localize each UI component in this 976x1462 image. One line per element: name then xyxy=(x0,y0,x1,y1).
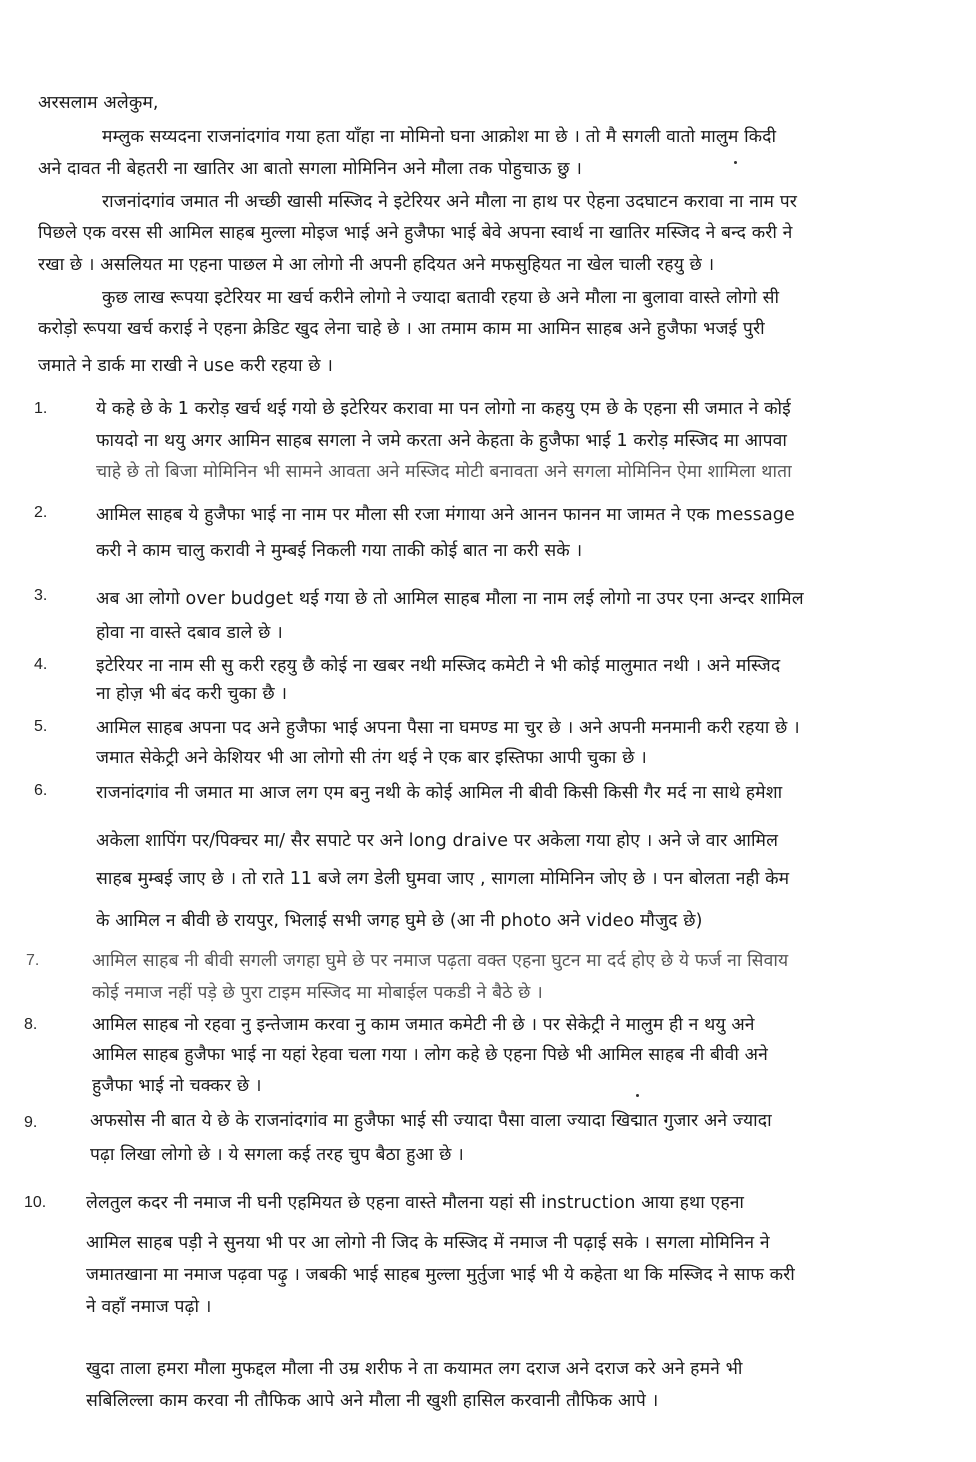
item-1-line-1: ये कहे छे के 1 करोड़ खर्च थई गयो छे इटेरियर करावा मा पन लोगो ना कहयु एम छे के एहना सी जमात ने कोई xyxy=(96,399,791,419)
item-6-number: 6. xyxy=(34,782,48,799)
item-3-line-2: होवा ना वास्ते दबाव डाले छे । xyxy=(96,623,283,643)
paragraph-1-line-1: मम्लुक सय्यदना राजनांदगांव गया हता याँहा ना मोमिनो घना आक्रोश मा छे । तो मै सगली वातो मालुम किदी xyxy=(102,127,777,147)
scan-speck xyxy=(734,161,737,164)
closing-line-2: सबिलिल्ला काम करवा नी तौफिक आपे अने मौला नी खुशी हासिल करवानी तौफिक आपे । xyxy=(86,1391,659,1411)
scan-speck xyxy=(636,1094,639,1097)
item-2-line-2: करी ने काम चालु करावी ने मुम्बई निकली गया ताकी कोई बात ना करी सके । xyxy=(96,541,583,561)
item-1-line-3: चाहे छे तो बिजा मोमिनिन भी सामने आवता अने मस्जिद मोटी बनावता अने सगला मोमिनिन ऐमा शामिला थाता xyxy=(96,462,792,482)
item-8-line-1: आमिल साहब नो रहवा नु इन्तेजाम करवा नु काम जमात कमेटी नी छे । पर सेकेट्री ने मालुम ही न थयु अने xyxy=(92,1015,755,1035)
item-3-line-1: अब आ लोगो over budget थई गया छे तो आमिल साहब मौला ना नाम लई लोगो ना उपर एना अन्दर शामिल xyxy=(96,589,804,609)
paragraph-3-line-1: कुछ लाख रूपया इटेरियर मा खर्च करीने लोगो ने ज्यादा बतावी रहया छे अने मौला ना बुलावा वास्ते लोगो सी xyxy=(102,288,780,308)
paragraph-2-line-1: राजनांदगांव जमात नी अच्छी खासी मस्जिद ने इटेरियर अने मौला ना हाथ पर ऐहना उदघाटन करावा ना नाम पर xyxy=(102,192,798,212)
item-2-line-1: आमिल साहब ये हुजैफा भाई ना नाम पर मौला सी रजा मंगाया अने आनन फानन मा जामत ने एक message xyxy=(96,505,795,525)
item-9-line-1: अफसोस नी बात ये छे के राजनांदगांव मा हुजैफा भाई सी ज्यादा पैसा वाला ज्यादा खिद्मात गुजार अने ज्यादा xyxy=(90,1111,772,1131)
item-9-number: 9. xyxy=(24,1114,38,1131)
item-7-line-2: कोई नमाज नहीं पड़े छे पुरा टाइम मस्जिद मा मोबाईल पकडी ने बैठे छे । xyxy=(92,983,543,1003)
item-10-line-3: जमातखाना मा नमाज पढ़वा पढ़ु । जबकी भाई साहब मुल्ला मुर्तुजा भाई भी ये कहेता था कि मस्जिद ने साफ करी xyxy=(86,1265,795,1285)
item-10-line-4: ने वहाँ नमाज पढ़ो । xyxy=(86,1297,212,1317)
item-6-line-2: अकेला शापिंग पर/पिक्चर मा/ सैर सपाटे पर अने long draive पर अकेला गया होए । अने जे वार आमिल xyxy=(96,831,779,851)
item-9-line-2: पढ़ा लिखा लोगो छे । ये सगला कई तरह चुप बैठा हुआ छे । xyxy=(90,1145,464,1165)
item-1-line-2: फायदो ना थयु अगर आमिन साहब सगला ने जमे करता अने केहता के हुजैफा भाई 1 करोड़ मस्जिद मा आपवा xyxy=(96,431,788,451)
item-10-number: 10. xyxy=(24,1194,47,1211)
item-5-line-2: जमात सेकेट्री अने केशियर भी आ लोगो सी तंग थई ने एक बार इस्तिफा आपी चुका छे । xyxy=(96,748,647,768)
paragraph-2-line-2: पिछले एक वरस सी आमिल साहब मुल्ला मोइज भाई अने हुजैफा भाई बेवे अपना स्वार्थ ना खातिर मस्जिद ने बन्द करी ने xyxy=(38,223,793,243)
item-10-line-1: लेलतुल कदर नी नमाज नी घनी एहमियत छे एहना वास्ते मौलना यहां सी instruction आया हथा एहना xyxy=(86,1193,745,1213)
item-4-number: 4. xyxy=(34,656,48,673)
paragraph-3-line-2: करोड़ो रूपया खर्च कराई ने एहना क्रेडिट खुद लेना चाहे छे । आ तमाम काम मा आमिन साहब अने हुजैफा भजई पुरी xyxy=(38,319,765,339)
item-8-line-3: हुजैफा भाई नो चक्कर छे । xyxy=(92,1076,262,1096)
closing-line-1: खुदा ताला हमरा मौला मुफद्दल मौला नी उम्र शरीफ ने ता कयामत लग दराज अने दराज करे अने हमने भी xyxy=(86,1359,743,1379)
item-5-number: 5. xyxy=(34,718,48,735)
item-4-line-1: इटेरियर ना नाम सी सु करी रहयु छै कोई ना खबर नथी मस्जिद कमेटी ने भी कोई मालुमात नथी । अने मस्जिद xyxy=(96,656,781,676)
paragraph-2-line-3: रखा छे । असलियत मा एहना पाछल मे आ लोगो नी अपनी हदियत अने मफसुहियत ना खेल चाली रहयु छे । xyxy=(38,255,715,275)
item-8-number: 8. xyxy=(24,1016,38,1033)
item-6-line-3: साहब मुम्बई जाए छे । तो राते 11 बजे लग डेली घुमवा जाए , सागला मोमिनिन जोए छे । पन बोलता नही केम xyxy=(96,869,790,889)
item-4-line-2: ना होज़ भी बंद करी चुका छै । xyxy=(96,684,288,704)
item-6-line-1: राजनांदगांव नी जमात मा आज लग एम बनु नथी के कोई आमिल नी बीवी किसी किसी गैर मर्द ना साथे हमेशा xyxy=(96,783,783,803)
item-7-number: 7. xyxy=(26,952,40,969)
item-3-number: 3. xyxy=(34,587,48,604)
item-1-number: 1. xyxy=(34,400,48,417)
item-2-number: 2. xyxy=(34,504,48,521)
item-8-line-2: आमिल साहब हुजैफा भाई ना यहां रेहवा चला गया । लोग कहे छे एहना पिछे भी आमिल साहब नी बीवी अने xyxy=(92,1045,768,1065)
item-7-line-1: आमिल साहब नी बीवी सगली जगहा घुमे छे पर नमाज पढ़ता वक्त एहना घुटन मा दर्द होए छे ये फर्ज ना सिवाय xyxy=(92,951,789,971)
item-6-line-4: के आमिल न बीवी छे रायपुर, भिलाई सभी जगह घुमे छे (आ नी photo अने video मौजुद छे) xyxy=(96,911,703,931)
paragraph-1-line-2: अने दावत नी बेहतरी ना खातिर आ बातो सगला मोमिनिन अने मौला तक पोहुचाऊ छु । xyxy=(38,159,582,179)
greeting: अरसलाम अलेकुम, xyxy=(38,93,159,113)
item-5-line-1: आमिल साहब अपना पद अने हुजैफा भाई अपना पैसा ना घमण्ड मा चुर छे । अने अपनी मनमानी करी रहया छे । xyxy=(96,718,800,738)
paragraph-3-line-3: जमाते ने डार्क मा राखी ने use करी रहया छे । xyxy=(38,356,334,376)
item-10-line-2: आमिल साहब पड़ी ने सुनया भी पर आ लोगो नी जिद के मस्जिद में नमाज नी पढ़ाई सके । सगला मोमिनिन ने xyxy=(86,1233,770,1253)
